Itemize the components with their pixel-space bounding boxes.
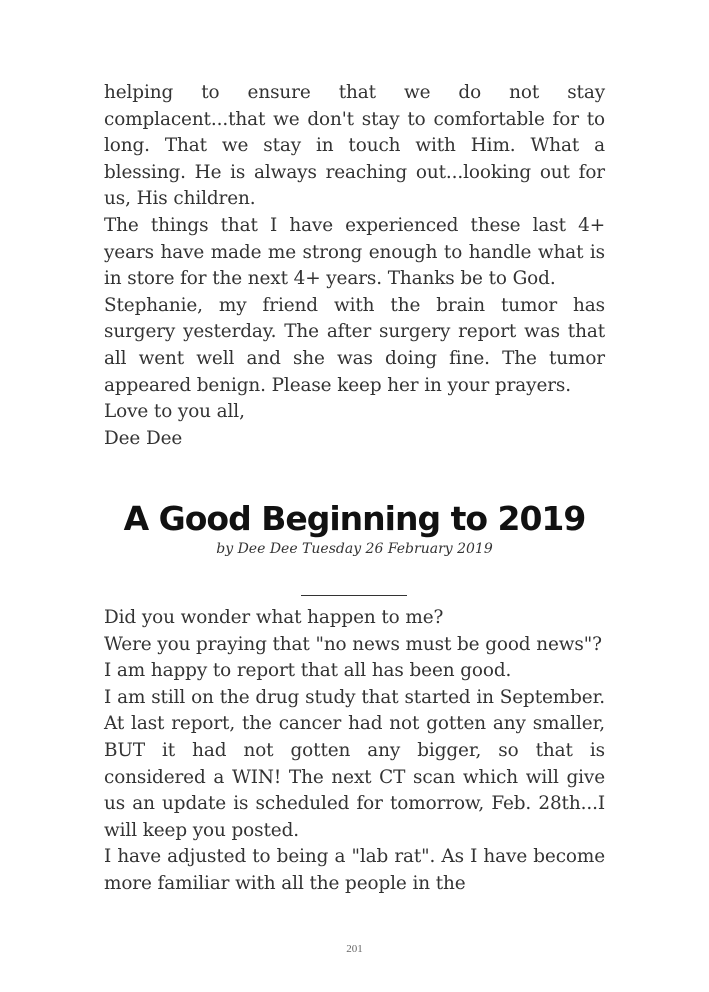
title-separator — [301, 595, 407, 596]
paragraph: I have adjusted to being a "lab rat". As I have become more familiar with all the people in the — [104, 846, 605, 894]
closing-line: Love to you all, — [104, 401, 245, 423]
paragraph: The things that I have experienced these last 4+ years have made me strong enough to handle what is in store for the next 4+ years. Thanks be to God. — [104, 214, 605, 290]
paragraph: I am happy to report that all has been good. — [104, 660, 512, 682]
signature: Dee Dee — [104, 427, 183, 449]
paragraph: helping to ensure that we do not stay complacent...that we don't stay to comfortable for to long. That we stay in touch with Him. What a blessing. He is always reaching out...looking out for us, His children. — [104, 82, 605, 210]
paragraph: Did you wonder what happen to me? — [104, 607, 444, 628]
paragraph: Were you praying that "no news must be good news"? — [104, 633, 602, 655]
paragraph: I am still on the drug study that started in September. At last report, the cancer had not gotten any smaller, BUT it had not gotten any bigger, so that is considered a WIN! The next CT scan which will give us an update is scheduled for tomorrow, Feb. 28th...I will keep you posted. — [104, 686, 605, 841]
page-number: 201 — [346, 943, 363, 955]
post-byline: by Dee Dee Tuesday 26 February 2019 — [216, 541, 493, 557]
post-title: A Good Beginning to 2019 — [123, 499, 586, 538]
previous-post-continuation — [104, 80, 605, 452]
paragraph: Stephanie, my friend with the brain tumor has surgery yesterday. The after surgery report was that all went well and she was doing fine. The tumor appeared benign. Please keep her in your prayers. — [104, 294, 605, 396]
post-body — [104, 605, 605, 898]
